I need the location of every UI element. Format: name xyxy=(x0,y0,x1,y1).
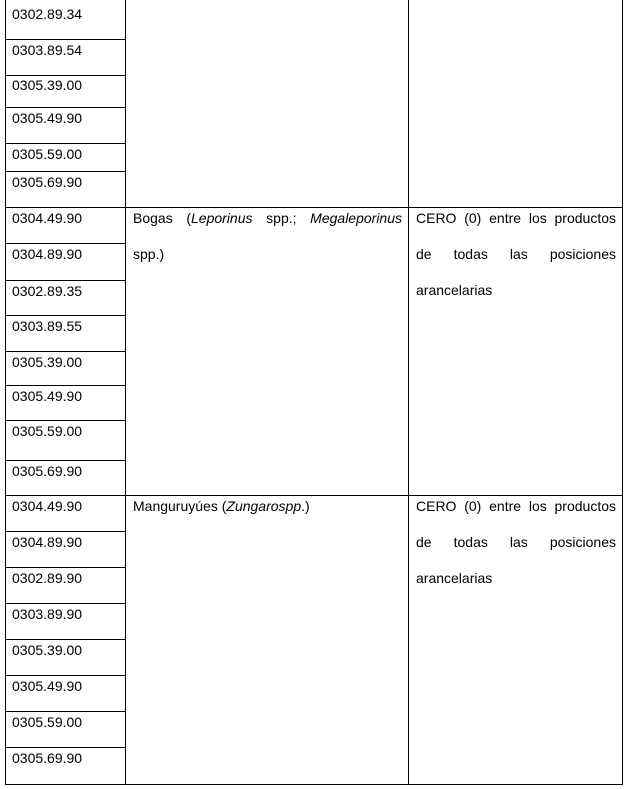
description-text: spp.) xyxy=(133,246,165,262)
code-cell: 0305.69.90 xyxy=(12,463,83,479)
code-cell: 0302.89.35 xyxy=(6,281,125,316)
code-cell: 0305.59.00 xyxy=(6,712,125,748)
species-description xyxy=(133,200,402,272)
table-row-group-1 xyxy=(6,0,622,208)
tariff-table xyxy=(5,0,623,785)
species-description xyxy=(133,488,402,524)
description-text: Manguruyúes ( xyxy=(133,498,227,514)
code-cell: 0303.89.90 xyxy=(6,604,125,640)
code-cell: 0305.69.90 xyxy=(12,750,83,766)
code-cell: 0305.39.00 xyxy=(6,640,125,676)
codes-column xyxy=(6,0,126,208)
arancel-column xyxy=(409,496,622,785)
arancel-column xyxy=(409,208,622,496)
code-cell: 0304.89.90 xyxy=(6,244,125,281)
code-cell: 0304.89.90 xyxy=(6,532,125,568)
species-name: Zungarospp xyxy=(226,498,302,514)
code-cell: 0305.49.90 xyxy=(6,386,125,421)
code-cell: 0305.59.00 xyxy=(6,421,125,461)
description-column xyxy=(126,208,409,496)
description-column xyxy=(126,496,409,785)
arancel-text: CERO (0) entre los productos de todas las posiciones arancelarias xyxy=(416,210,616,298)
codes-column xyxy=(6,208,126,496)
code-cell: 0305.69.90 xyxy=(12,174,83,190)
table-row-group-2 xyxy=(6,207,622,496)
code-cell: 0302.89.34 xyxy=(6,0,125,40)
description-text: .) xyxy=(301,498,310,514)
code-cell: 0305.49.90 xyxy=(6,108,125,144)
species-name: Leporinus xyxy=(191,210,253,226)
code-cell: 0303.89.54 xyxy=(6,40,125,76)
code-cell: 0304.49.90 xyxy=(6,208,125,244)
codes-column xyxy=(6,496,126,785)
code-cell: 0305.39.00 xyxy=(6,76,125,108)
species-name: Megaleporinus xyxy=(310,210,403,226)
code-cell: 0305.39.00 xyxy=(6,352,125,386)
code-cell: 0302.89.90 xyxy=(6,568,125,604)
arancel-text: CERO (0) entre los productos de todas las posiciones arancelarias xyxy=(416,498,616,586)
description-text: Bogas ( xyxy=(133,210,192,226)
code-cell: 0305.59.00 xyxy=(6,144,125,172)
arancel-column xyxy=(409,0,622,208)
code-cell: 0303.89.55 xyxy=(6,316,125,352)
description-text: spp.; xyxy=(252,210,311,226)
code-cell: 0304.49.90 xyxy=(6,496,125,532)
code-cell: 0305.49.90 xyxy=(6,676,125,712)
description-column xyxy=(126,0,409,208)
table-row-group-3 xyxy=(6,495,622,785)
